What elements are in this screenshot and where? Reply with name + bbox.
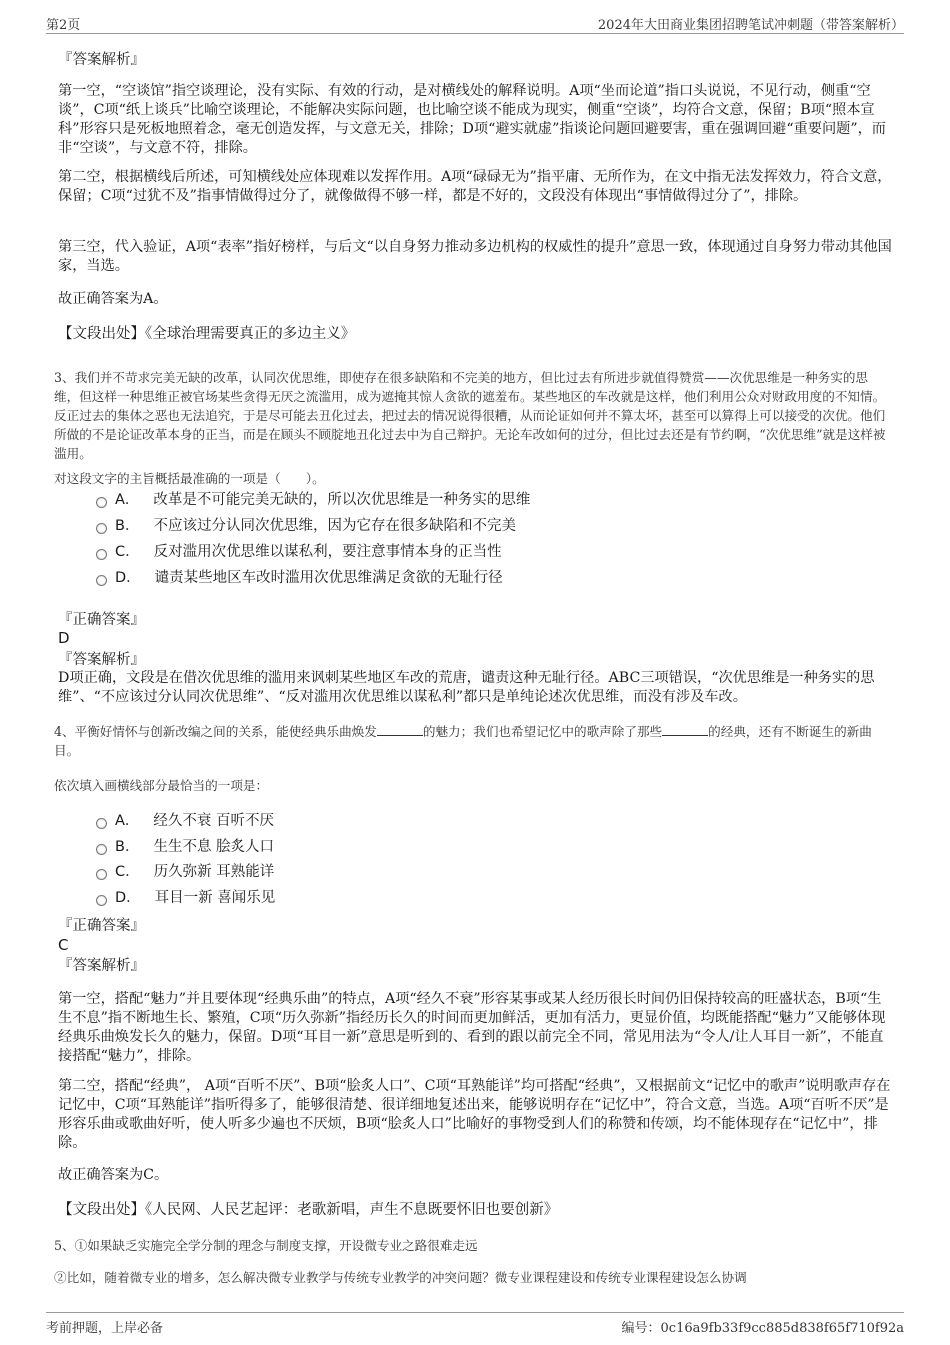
page-number: 第2页 (46, 18, 81, 33)
q4-analysis-p1: 第一空，搭配“魅力”并且要体现“经典乐曲”的特点，A项“经久不衰”形容某事或某人经历很长时间仍旧保持较高的旺盛状态，B项“生生不息”指不断地生长、繁殖，C项“历久弥新”指经历长久的时间而更加鲜活，更加有活力，更显价值，均既能搭配“魅力”又能够体现经典乐曲焕发长久的魅力，保留。D项“耳目一新”意思是听到的、看到的跟以前完全不同，常见用法为“令人/让人耳目一新”，不能直接搭配“魅力”，排除。 (58, 991, 886, 1064)
q2-conclusion: 故正确答案为A。 (58, 291, 168, 307)
radio-button[interactable] (96, 549, 107, 560)
page-footer (46, 1312, 904, 1334)
q4-analysis-tag: 『答案解析』 (58, 958, 145, 974)
option-letter: D． (115, 570, 141, 586)
q3-option-a[interactable] (96, 490, 530, 510)
option-text: 不应该过分认同次优思维，因为它存在很多缺陷和不完美 (153, 518, 516, 534)
option-text: 反对滥用次优思维以谋私利，要注意事情本身的正当性 (153, 544, 502, 560)
q4-option-b[interactable] (96, 837, 274, 857)
option-text: 改革是不可能完美无缺的，所以次优思维是一种务实的思维 (153, 492, 531, 508)
q4-stem-part-2: 的魅力；我们也希望记忆中的歌声除了那些 (422, 724, 663, 739)
q3-option-d[interactable] (96, 568, 503, 588)
document-id: 编号：0c16a9fb33f9cc885d838f65f710f92a (621, 1321, 904, 1336)
option-text: 经久不衰 百听不厌 (153, 813, 275, 829)
q2-source: 【文段出处】《全球治理需要真正的多边主义》 (58, 326, 356, 342)
q3-stem: 3、我们并不苛求完美无缺的改革，认同次优思维，即使存在很多缺陷和不完美的地方，但比过去有所进步就值得赞赏——次优思维是一种务实的思维，但这样一种思维正被官场某些贪得无厌之流滥用，成为遮掩其惊人贪欲的遮羞布。某些地区的车改就是这样，他们利用公众对财政用度的不知情。反正过去的集体之恶也无法追究，于是尽可能去丑化过去，把过去的情况说得很糟，从而论证如何并不算太坏，甚至可以算得上可以接受的次优。他们所做的不是论证改革本身的正当，而是在顾头不顾腚地丑化过去中为自己辩护。无论车改如何的过分，但比过去还是有节约啊，“次优思维”就是这样被滥用。 (54, 370, 886, 461)
q3-answer: D (58, 629, 70, 647)
q4-option-a[interactable] (96, 811, 274, 831)
footer-slogan: 考前押题，上岸必备 (46, 1321, 164, 1336)
q2-analysis-p3: 第三空，代入验证，A项“表率”指好榜样，与后文“以自身努力推动多边机构的权威性的提升”意思一致，体现通过自身努力带动其他国家，当选。 (58, 239, 892, 274)
option-letter: C． (115, 864, 140, 880)
q4-stem (54, 722, 890, 760)
q3-option-c[interactable] (96, 542, 502, 562)
option-letter: D． (115, 890, 141, 906)
radio-button[interactable] (96, 523, 107, 534)
q4-option-d[interactable] (96, 888, 275, 908)
option-letter: B． (115, 518, 140, 534)
option-text: 生生不息 脍炙人口 (153, 839, 275, 855)
q3-prompt: 对这段文字的主旨概括最准确的一项是（ ）。 (54, 471, 325, 486)
q2-analysis-tag: 『答案解析』 (58, 52, 145, 68)
q4-answer: C (58, 936, 69, 954)
q4-source: 【文段出处】《人民网、人民艺起评：老歌新唱，声生不息既要怀旧也要创新》 (58, 1202, 559, 1218)
option-letter: A． (115, 813, 140, 829)
radio-button[interactable] (96, 818, 107, 829)
q4-prompt: 依次填入画横线部分最恰当的一项是： (54, 778, 269, 793)
document-title: 2024年大田商业集团招聘笔试冲刺题（带答案解析） (597, 18, 904, 33)
radio-button[interactable] (96, 497, 107, 508)
q4-stem-part-1: 4、平衡好情怀与创新改编之间的关系，能使经典乐曲焕发 (54, 724, 377, 739)
radio-button[interactable] (96, 844, 107, 855)
radio-button[interactable] (96, 575, 107, 586)
q4-stem-part-3: 的经典，还有不断诞生的新曲目。 (54, 724, 872, 758)
q3-analysis: D项正确，文段是在借次优思维的滥用来讽刺某些地区车改的荒唐，谴责这种无耻行径。ABC三项错误，“次优思维是一种务实的思维”、“不应该过分认同次优思维”、“反对滥用次优思维以谋私利”都只是单纯论述次优思维，而没有涉及车改。 (58, 670, 875, 705)
option-text: 历久弥新 耳熟能详 (153, 864, 275, 880)
q5-line-1: 5、①如果缺乏实施完全学分制的理念与制度支撑，开设微专业之路很难走远 (54, 1238, 478, 1253)
q5-line-2: ②比如，随着微专业的增多，怎么解决微专业教学与传统专业教学的冲突问题？微专业课程建设和传统专业课程建设怎么协调 (54, 1270, 747, 1285)
option-text: 耳目一新 喜闻乐见 (154, 890, 276, 906)
radio-button[interactable] (96, 895, 107, 906)
q3-analysis-tag: 『答案解析』 (58, 652, 145, 668)
q3-answer-tag: 『正确答案』 (58, 612, 145, 628)
option-letter: B． (115, 839, 140, 855)
q4-option-c[interactable] (96, 862, 274, 882)
q4-conclusion: 故正确答案为C。 (58, 1167, 169, 1183)
fill-blank-2 (662, 723, 708, 736)
option-letter: C． (115, 544, 140, 560)
option-letter: A． (115, 492, 140, 508)
q2-analysis-p1: 第一空，“空谈馆”指空谈理论，没有实际、有效的行动，是对横线处的解释说明。A项“坐而论道”指口头说说，不见行动，侧重“空谈”，C项“纸上谈兵”比喻空谈理论，不能解决实际问题，也比喻空谈不能成为现实，侧重“空谈”，均符合文意，保留；B项“照本宣科”形容只是死板地照着念，毫无创造发挥，与文意无关，排除；D项“避实就虚”指谈论问题回避要害，重在强调回避“重要问题”，而非“空谈”，与文意不符，排除。 (58, 83, 886, 156)
q4-analysis-p2: 第二空，搭配“经典”， A项“百听不厌”、B项“脍炙人口”、C项“耳熟能详”均可搭配“经典”，又根据前文“记忆中的歌声”说明歌声存在记忆中，C项“耳熟能详”指听得多了，能够很清楚、很详细地复述出来，能够说明存在“记忆中”，符合文意，当选。A项“百听不厌”是形容乐曲或歌曲好听，使人听多少遍也不厌烦，B项“脍炙人口”比喻好的事物受到人们的称赞和传颂，均不能体现存在“记忆中”，排除。 (58, 1078, 891, 1151)
q2-analysis-p2: 第二空，根据横线后所述，可知横线处应体现难以发挥作用。A项“碌碌无为”指平庸、无所作为，在文中指无法发挥效力，符合文意，保留；C项“过犹不及”指事情做得过分了，就像做得不够一样，都是不好的，文段没有体现出“事情做得过分了”，排除。 (58, 169, 892, 204)
page-header (46, 12, 904, 34)
radio-button[interactable] (96, 869, 107, 880)
option-text: 谴责某些地区车改时滥用次优思维满足贪欲的无耻行径 (154, 570, 503, 586)
q3-option-b[interactable] (96, 516, 516, 536)
q4-answer-tag: 『正确答案』 (58, 918, 145, 934)
fill-blank-1 (377, 723, 423, 736)
